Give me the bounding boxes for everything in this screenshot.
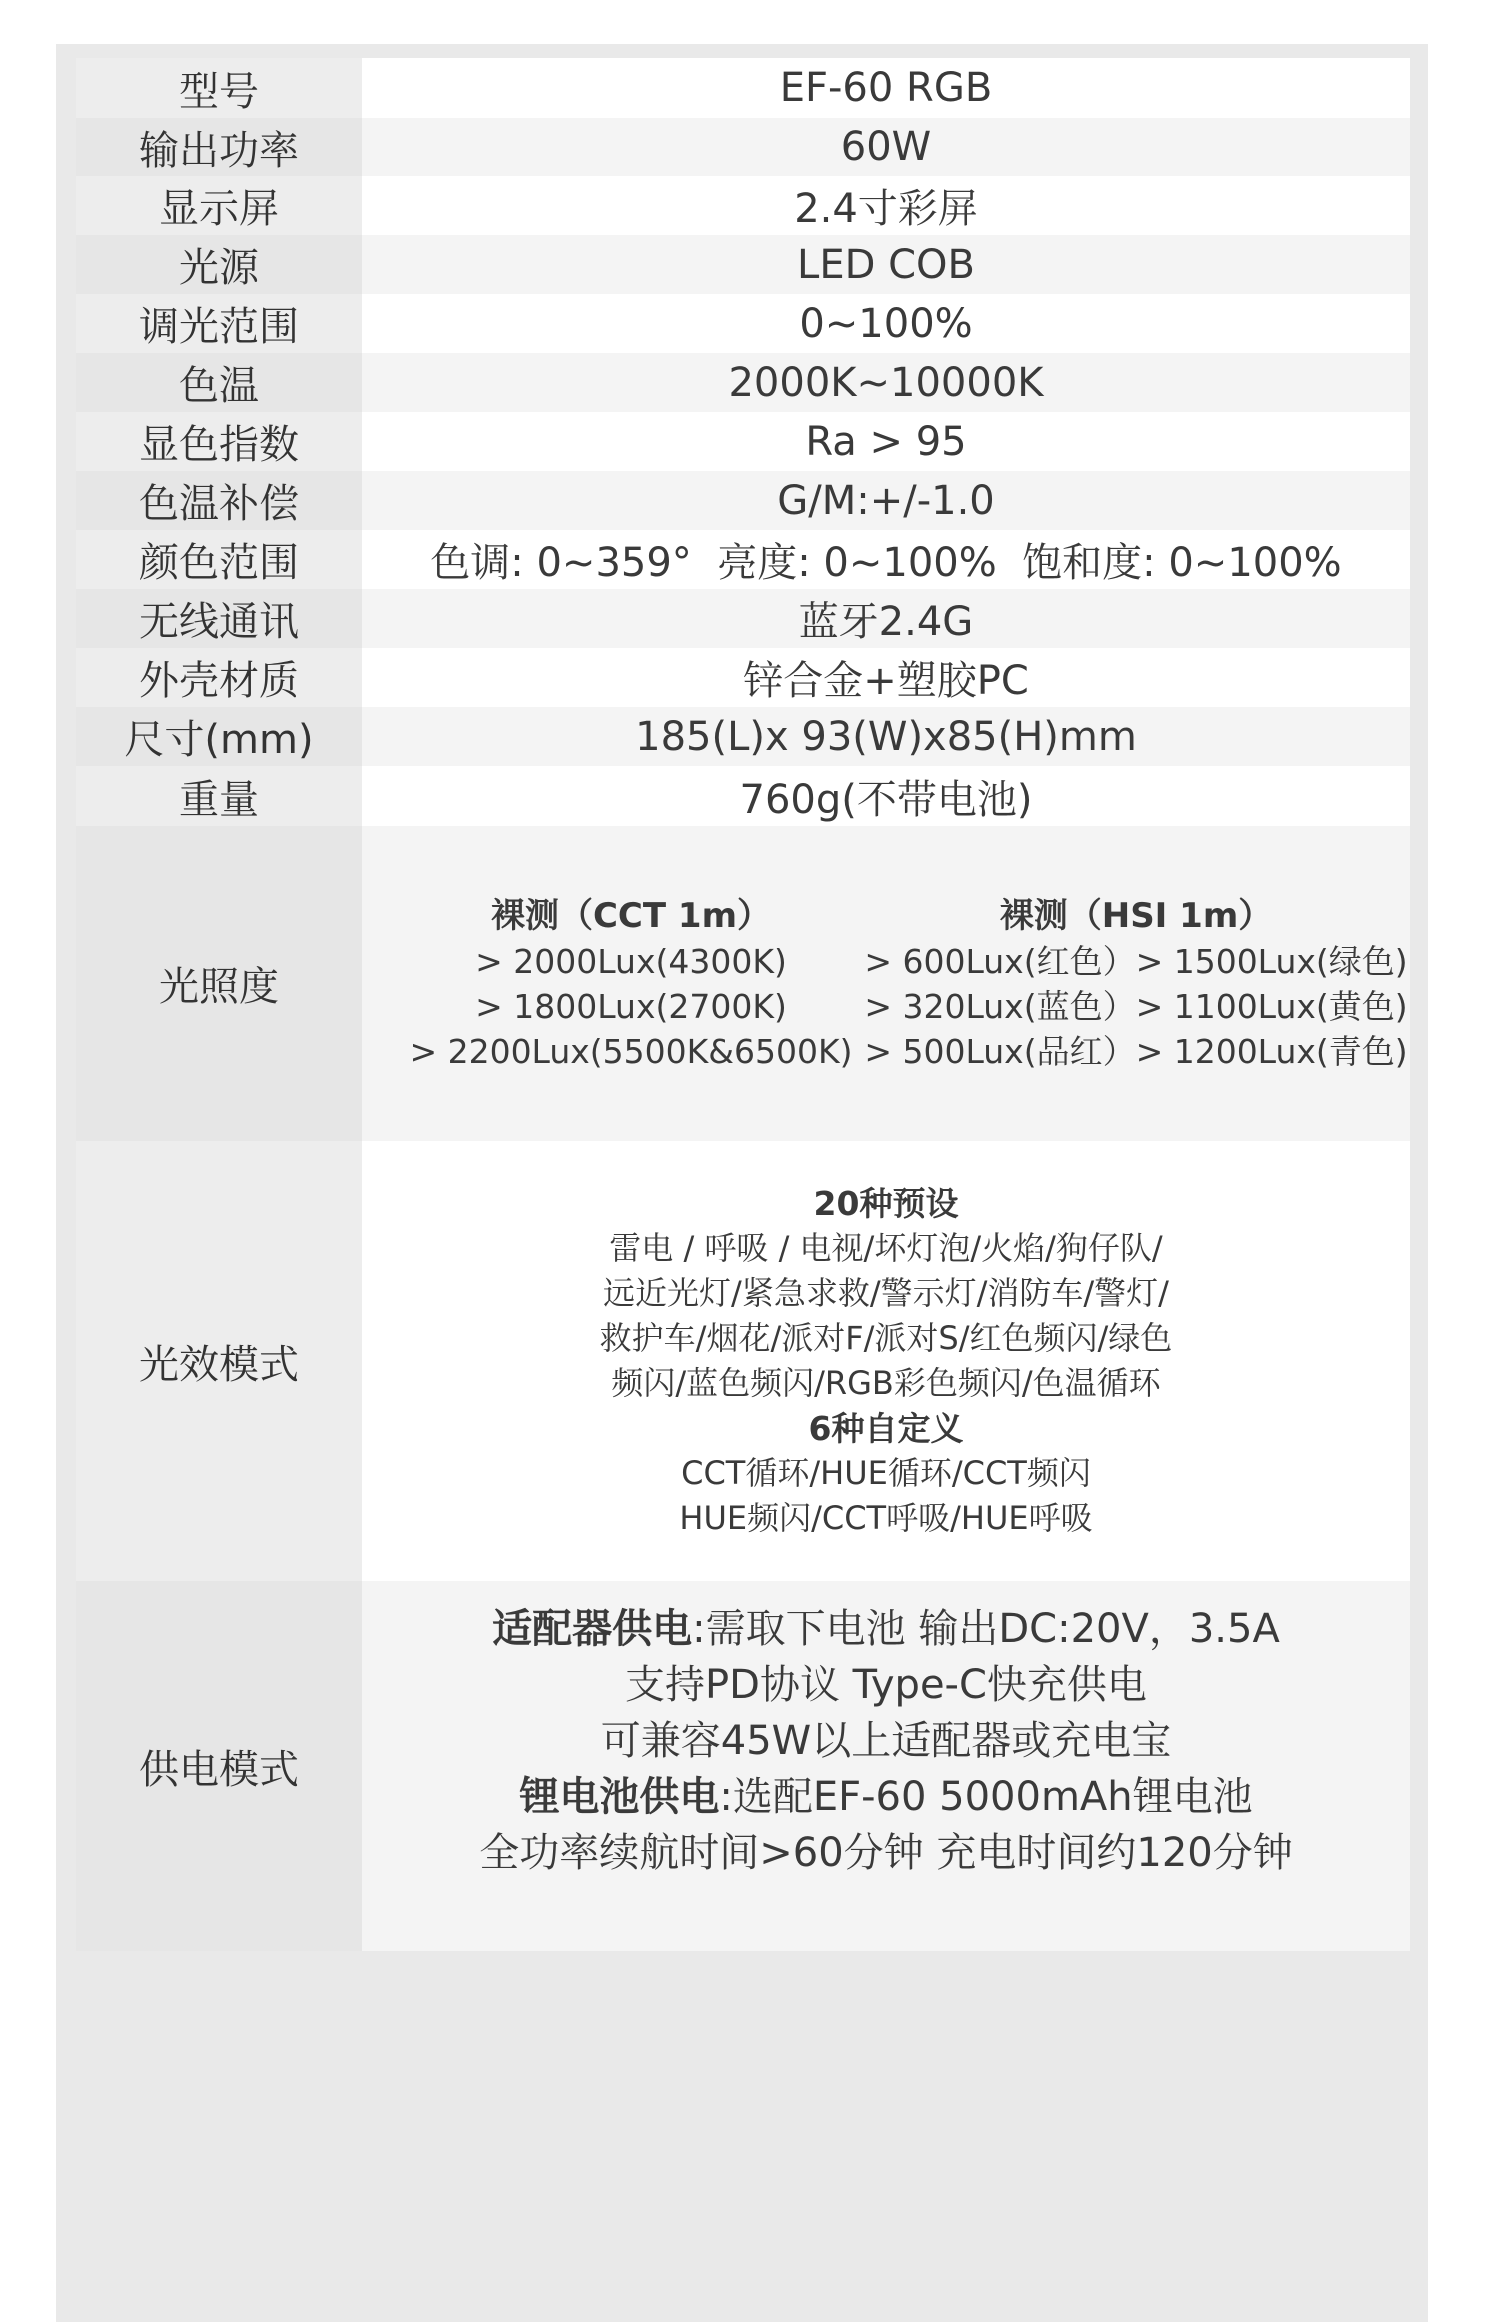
spec-row-light-effects: [76, 1141, 1410, 1581]
spec-value: 2000K~10000K: [362, 353, 1410, 412]
spec-label: 尺寸(mm): [76, 707, 362, 766]
illuminance-hsi-line: > 600Lux(红色）> 1500Lux(绿色): [864, 941, 1408, 981]
spec-row-dimensions: [76, 707, 1410, 766]
effects-preset-line: 远近光灯/紧急求救/警示灯/消防车/警灯/: [603, 1274, 1169, 1312]
effects-list: [600, 1181, 1173, 1541]
illuminance-hsi-column: [864, 894, 1408, 1074]
spec-label: 型号: [76, 58, 362, 118]
spec-value: Ra > 95: [362, 412, 1410, 471]
spec-sheet: [56, 44, 1428, 2322]
spec-label: 光源: [76, 235, 362, 294]
power-lines: [479, 1581, 1292, 1881]
spec-value: 60W: [362, 118, 1410, 176]
illuminance-cct-title: 裸测（CCT 1m）: [490, 895, 772, 936]
spec-label: 输出功率: [76, 118, 362, 176]
spec-value: 760g(不带电池): [362, 766, 1410, 826]
illuminance-cct-line: > 1800Lux(2700K): [475, 986, 787, 1026]
spec-label: 色温: [76, 353, 362, 412]
spec-label: 无线通讯: [76, 589, 362, 648]
power-line-adapter: [492, 1601, 1280, 1657]
spec-row-output-power: [76, 118, 1410, 176]
power-battery-heading: 锂电池供电: [519, 1774, 720, 1820]
spec-row-light-source: [76, 235, 1410, 294]
effects-custom-line: HUE频闪/CCT呼吸/HUE呼吸: [679, 1499, 1093, 1537]
spec-label: 显示屏: [76, 176, 362, 235]
spec-row-illuminance: [76, 826, 1410, 1141]
spec-row-color-range: [76, 530, 1410, 589]
power-adapter-detail: :需取下电池 输出DC:20V，3.5A: [692, 1606, 1280, 1652]
spec-value: G/M:+/-1.0: [362, 471, 1410, 530]
spec-value: 2.4寸彩屏: [362, 176, 1410, 235]
spec-label: 供电模式: [76, 1581, 362, 1951]
power-battery-detail: :选配EF-60 5000mAh锂电池: [719, 1774, 1253, 1820]
spec-label: 光效模式: [76, 1141, 362, 1581]
power-adapter-heading: 适配器供电: [492, 1606, 693, 1652]
spec-row-dimming-range: [76, 294, 1410, 353]
power-line-battery: [519, 1769, 1252, 1825]
spec-value: 色调: 0~359° 亮度: 0~100% 饱和度: 0~100%: [362, 530, 1410, 589]
power-line: 全功率续航时间>60分钟 充电时间约120分钟: [479, 1830, 1293, 1876]
power-line: 支持PD协议 Type-C快充供电: [625, 1662, 1147, 1708]
spec-row-wireless: [76, 589, 1410, 648]
spec-value: 蓝牙2.4G: [362, 589, 1410, 648]
effects-custom-line: CCT循环/HUE循环/CCT频闪: [681, 1454, 1091, 1492]
spec-row-gm-compensation: [76, 471, 1410, 530]
spec-label: 重量: [76, 766, 362, 826]
spec-value: 0~100%: [362, 294, 1410, 353]
spec-value: 锌合金+塑胶PC: [362, 648, 1410, 707]
spec-value: 185(L)x 93(W)x85(H)mm: [362, 707, 1410, 766]
spec-label: 外壳材质: [76, 648, 362, 707]
illuminance-columns: [362, 894, 1410, 1074]
illuminance-value: [362, 826, 1410, 1141]
spec-table: [76, 58, 1410, 1951]
effects-value: [362, 1141, 1410, 1581]
spec-row-weight: [76, 766, 1410, 826]
illuminance-cct-column: [401, 894, 861, 1074]
illuminance-hsi-line: > 320Lux(蓝色）> 1100Lux(黄色): [864, 986, 1408, 1026]
effects-preset-line: 救护车/烟花/派对F/派对S/红色频闪/绿色: [599, 1319, 1173, 1357]
power-value: [362, 1581, 1410, 1951]
effects-preset-title: 20种预设: [813, 1184, 959, 1223]
spec-row-color-temperature: [76, 353, 1410, 412]
spec-label: 色温补偿: [76, 471, 362, 530]
effects-preset-line: 雷电 / 呼吸 / 电视/坏灯泡/火焰/狗仔队/: [609, 1229, 1163, 1267]
spec-label: 颜色范围: [76, 530, 362, 589]
spec-label: 调光范围: [76, 294, 362, 353]
effects-preset-line: 频闪/蓝色频闪/RGB彩色频闪/色温循环: [611, 1364, 1161, 1402]
effects-custom-title: 6种自定义: [808, 1409, 964, 1448]
power-line: 可兼容45W以上适配器或充电宝: [600, 1718, 1172, 1764]
illuminance-cct-line: > 2200Lux(5500K&6500K): [409, 1031, 853, 1071]
spec-label: 显色指数: [76, 412, 362, 471]
spec-value: EF-60 RGB: [362, 58, 1410, 118]
illuminance-cct-line: > 2000Lux(4300K): [475, 941, 787, 981]
spec-value: LED COB: [362, 235, 1410, 294]
illuminance-hsi-line: > 500Lux(品红）> 1200Lux(青色): [864, 1031, 1408, 1071]
spec-row-housing-material: [76, 648, 1410, 707]
illuminance-hsi-title: 裸测（HSI 1m）: [999, 895, 1273, 936]
spec-label: 光照度: [76, 826, 362, 1141]
spec-row-cri: [76, 412, 1410, 471]
spec-row-display: [76, 176, 1410, 235]
spec-row-model: [76, 58, 1410, 118]
spec-row-power-mode: [76, 1581, 1410, 1951]
